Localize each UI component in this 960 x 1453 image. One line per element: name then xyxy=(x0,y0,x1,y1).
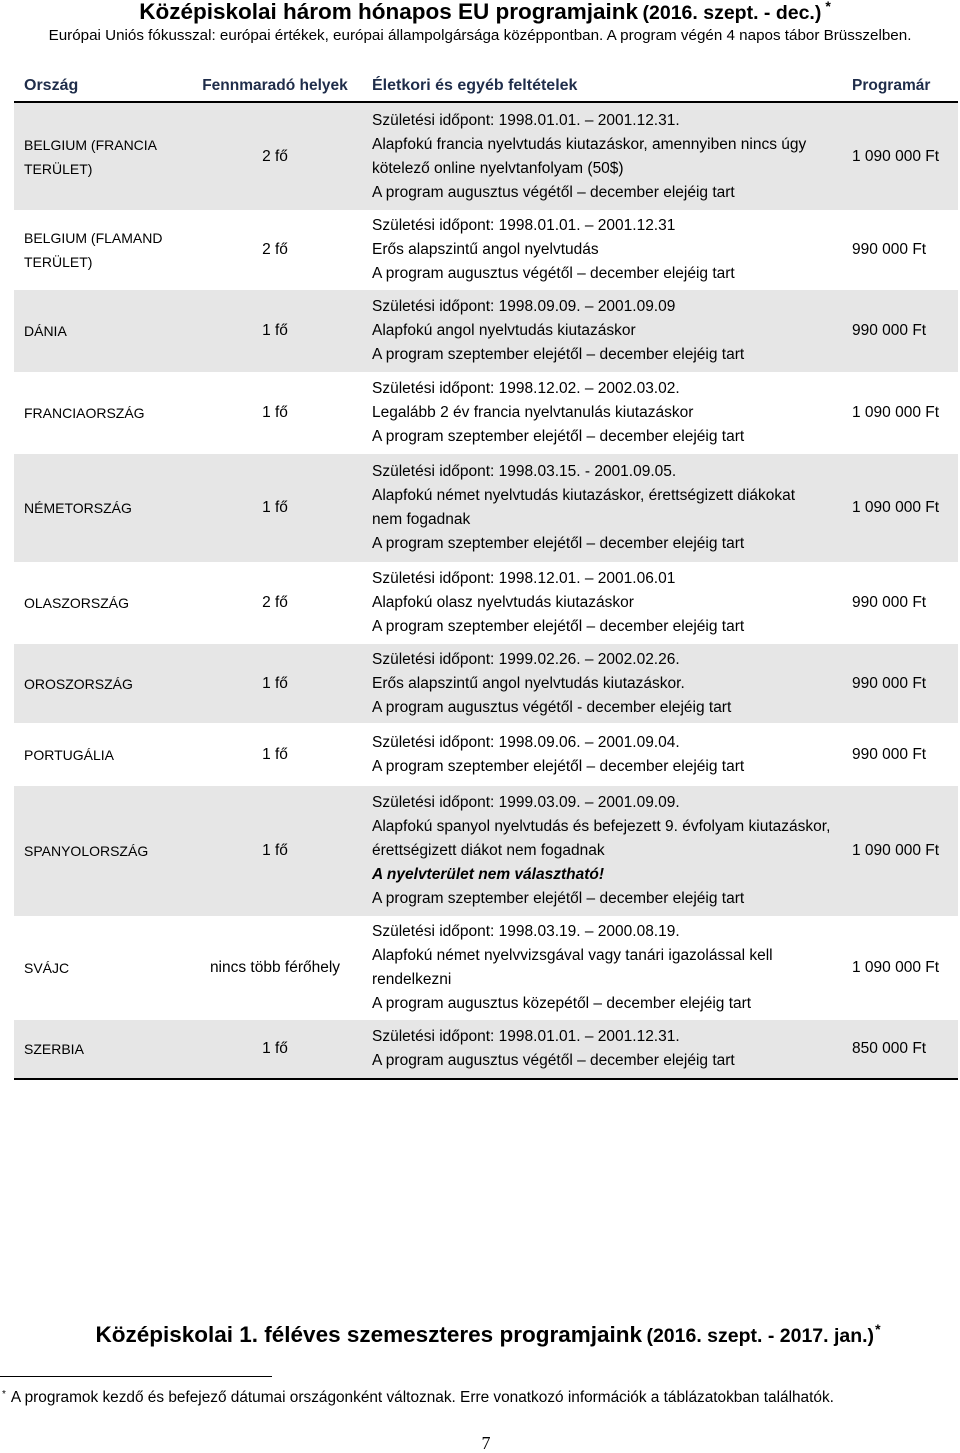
table-body xyxy=(14,103,958,1080)
program-price: 1 090 000 Ft xyxy=(852,959,940,976)
condition-line: Alapfokú spanyol nyelvtudás és befejezett 9. évfolyam kiutazáskor, xyxy=(372,818,831,835)
remaining-places: 1 fő xyxy=(262,745,288,763)
title-main: Középiskolai három hónapos EU programjaink xyxy=(139,0,639,24)
table-header-row xyxy=(14,70,958,103)
conditions-cell xyxy=(350,295,842,367)
conditions-cell xyxy=(350,377,842,449)
country-cell xyxy=(14,839,200,863)
country-name: PORTUGÁLIA xyxy=(24,746,114,763)
condition-line: Születési időpont: 1998.09.09. – 2001.09.09 xyxy=(372,298,676,315)
remaining-places: 1 fő xyxy=(262,674,288,692)
title-footnote-mark: * xyxy=(825,0,831,14)
condition-line: rendelkezni xyxy=(372,971,452,988)
table-row xyxy=(14,723,958,786)
country-cell xyxy=(14,672,200,696)
table-row xyxy=(14,290,958,372)
program-price: 1 090 000 Ft xyxy=(852,404,940,421)
remaining-places: 2 fő xyxy=(262,147,288,165)
conditions-cell xyxy=(350,648,842,720)
condition-line: Születési időpont: 1998.01.01. – 2001.12.31. xyxy=(372,111,680,129)
program-price: 1 090 000 Ft xyxy=(852,147,940,165)
footnote-text: A programok kezdő és befejező dátumai országonként változnak. Erre vonatkozó információk a táblázatokban találhatók. xyxy=(10,1389,834,1406)
condition-line: Alapfokú angol nyelvtudás kiutazáskor xyxy=(372,322,636,339)
country-cell xyxy=(14,591,200,615)
title-period: (2016. szept. - dec.) xyxy=(642,2,822,24)
table-row xyxy=(14,454,958,562)
footnote xyxy=(2,1389,834,1409)
conditions-cell xyxy=(350,920,842,1016)
table-row xyxy=(14,372,958,454)
country-cell xyxy=(14,743,200,767)
condition-line: Alapfokú francia nyelvtudás kiutazáskor, amennyiben nincs úgy xyxy=(372,135,807,153)
program-price: 990 000 Ft xyxy=(852,322,927,339)
remaining-places: 1 fő xyxy=(262,499,288,516)
conditions-cell xyxy=(350,1025,842,1073)
country-name: NÉMETORSZÁG xyxy=(24,500,132,516)
conditions-cell xyxy=(350,791,842,911)
condition-line: Születési időpont: 1998.12.02. – 2002.03.02. xyxy=(372,380,680,397)
condition-line: kötelező online nyelvtanfolyam (50$) xyxy=(372,159,624,177)
section-footnote-mark: * xyxy=(875,1321,881,1337)
condition-line: A program szeptember elejétől – december elejéig tart xyxy=(372,346,745,363)
country-name: TERÜLET) xyxy=(24,160,93,177)
footnote-mark: * xyxy=(2,1389,6,1400)
table-row xyxy=(14,1020,958,1078)
condition-line: A program szeptember elejétől – december elejéig tart xyxy=(372,757,745,775)
remaining-places: 1 fő xyxy=(262,404,288,421)
program-price: 850 000 Ft xyxy=(852,1040,927,1057)
column-header-price: Programár xyxy=(852,76,931,94)
condition-line: Alapfokú olasz nyelvtudás kiutazáskor xyxy=(372,594,634,611)
condition-line: nem fogadnak xyxy=(372,511,471,528)
country-cell xyxy=(14,956,200,980)
condition-line: érettségizett diákot nem fogadnak xyxy=(372,842,605,859)
program-price: 990 000 Ft xyxy=(852,674,927,692)
country-cell xyxy=(14,496,200,520)
page-number: 7 xyxy=(481,1433,491,1453)
country-name: SZERBIA xyxy=(24,1041,84,1057)
country-name: SVÁJC xyxy=(24,960,70,976)
condition-line: Születési időpont: 1998.12.01. – 2001.06.01 xyxy=(372,570,676,587)
country-cell xyxy=(14,401,200,425)
condition-line: Születési időpont: 1998.09.06. – 2001.09.04. xyxy=(372,733,680,751)
section-title xyxy=(16,1323,960,1350)
condition-line: A program augusztus végétől - december elejéig tart xyxy=(372,698,732,716)
remaining-places: 1 fő xyxy=(262,842,288,859)
table-row xyxy=(14,103,958,210)
program-price: 990 000 Ft xyxy=(852,241,927,258)
program-price: 1 090 000 Ft xyxy=(852,842,940,859)
condition-line: Születési időpont: 1998.01.01. – 2001.12.31. xyxy=(372,1028,680,1045)
condition-line: Alapfokú német nyelvvizsgával vagy tanári igazolással kell xyxy=(372,947,773,964)
remaining-places: 1 fő xyxy=(262,1040,288,1057)
condition-line: Születési időpont: 1999.02.26. – 2002.02.26. xyxy=(372,650,680,668)
country-name: OROSZORSZÁG xyxy=(24,675,133,692)
country-cell xyxy=(14,226,200,274)
country-name: OLASZORSZÁG xyxy=(24,595,130,611)
condition-line: A program augusztus közepétől – december elejéig tart xyxy=(372,995,752,1012)
condition-line: A program augusztus végétől – december elejéig tart xyxy=(372,1052,735,1069)
condition-line: Legalább 2 év francia nyelvtanulás kiutazáskor xyxy=(372,404,694,421)
condition-line: Születési időpont: 1998.01.01. – 2001.12.31 xyxy=(372,217,676,234)
condition-line: Születési időpont: 1999.03.09. – 2001.09.09. xyxy=(372,794,680,811)
column-header-conditions: Életkori és egyéb feltételek xyxy=(372,76,578,94)
conditions-cell xyxy=(350,731,842,779)
section-title-period: (2016. szept. - 2017. jan.) xyxy=(646,1325,875,1347)
program-price: 1 090 000 Ft xyxy=(852,499,940,516)
conditions-cell xyxy=(350,214,842,286)
country-cell xyxy=(14,1037,200,1061)
column-header-country: Ország xyxy=(24,76,79,94)
condition-line: Alapfokú német nyelvtudás kiutazáskor, érettségizett diákokat xyxy=(372,487,796,504)
notice-line: A nyelvterület nem választható! xyxy=(372,866,604,883)
condition-line: A program augusztus végétől – december elejéig tart xyxy=(372,183,735,201)
remaining-places: 2 fő xyxy=(262,241,288,258)
table-row xyxy=(14,210,958,290)
page-subtitle: Európai Uniós fókusszal: európai értékek, európai állampolgársága középpontban. A program végén 4 napos tábor Brüsszelben. xyxy=(48,27,912,44)
table-row xyxy=(14,562,958,644)
country-name: BELGIUM (FLAMAND xyxy=(24,230,163,246)
country-cell xyxy=(14,319,200,343)
conditions-cell xyxy=(350,460,842,556)
page-title xyxy=(10,0,960,27)
remaining-places: 1 fő xyxy=(262,322,288,339)
condition-line: A program szeptember elejétől – december elejéig tart xyxy=(372,535,745,552)
condition-line: A program szeptember elejétől – december elejéig tart xyxy=(372,428,745,445)
conditions-cell xyxy=(350,109,842,205)
condition-line: A program szeptember elejétől – december elejéig tart xyxy=(372,618,745,635)
country-name: FRANCIAORSZÁG xyxy=(24,405,145,421)
remaining-places: nincs több férőhely xyxy=(209,959,341,976)
country-name: DÁNIA xyxy=(24,323,67,339)
country-name: TERÜLET) xyxy=(24,254,93,270)
condition-line: Erős alapszintű angol nyelvtudás xyxy=(372,241,599,258)
conditions-cell xyxy=(350,567,842,639)
programs-table xyxy=(14,70,958,1080)
country-cell xyxy=(14,133,200,181)
table-row xyxy=(14,916,958,1020)
program-price: 990 000 Ft xyxy=(852,745,927,763)
program-price: 990 000 Ft xyxy=(852,594,927,611)
column-header-places: Fennmaradó helyek xyxy=(202,76,348,94)
footnote-separator xyxy=(0,1376,272,1377)
condition-line: Születési időpont: 1998.03.19. – 2000.08.19. xyxy=(372,923,680,940)
table-row xyxy=(14,644,958,723)
country-name: BELGIUM (FRANCIA xyxy=(24,136,158,153)
condition-line: A program szeptember elejétől – december elejéig tart xyxy=(372,890,745,907)
condition-line: Erős alapszintű angol nyelvtudás kiutazáskor. xyxy=(372,674,685,692)
remaining-places: 2 fő xyxy=(262,594,288,611)
section-title-main: Középiskolai 1. féléves szemeszteres programjaink xyxy=(95,1322,642,1347)
country-name: SPANYOLORSZÁG xyxy=(24,843,149,859)
table-row xyxy=(14,786,958,916)
condition-line: A program augusztus végétől – december elejéig tart xyxy=(372,265,735,282)
condition-line: Születési időpont: 1998.03.15. - 2001.09.05. xyxy=(372,463,677,480)
